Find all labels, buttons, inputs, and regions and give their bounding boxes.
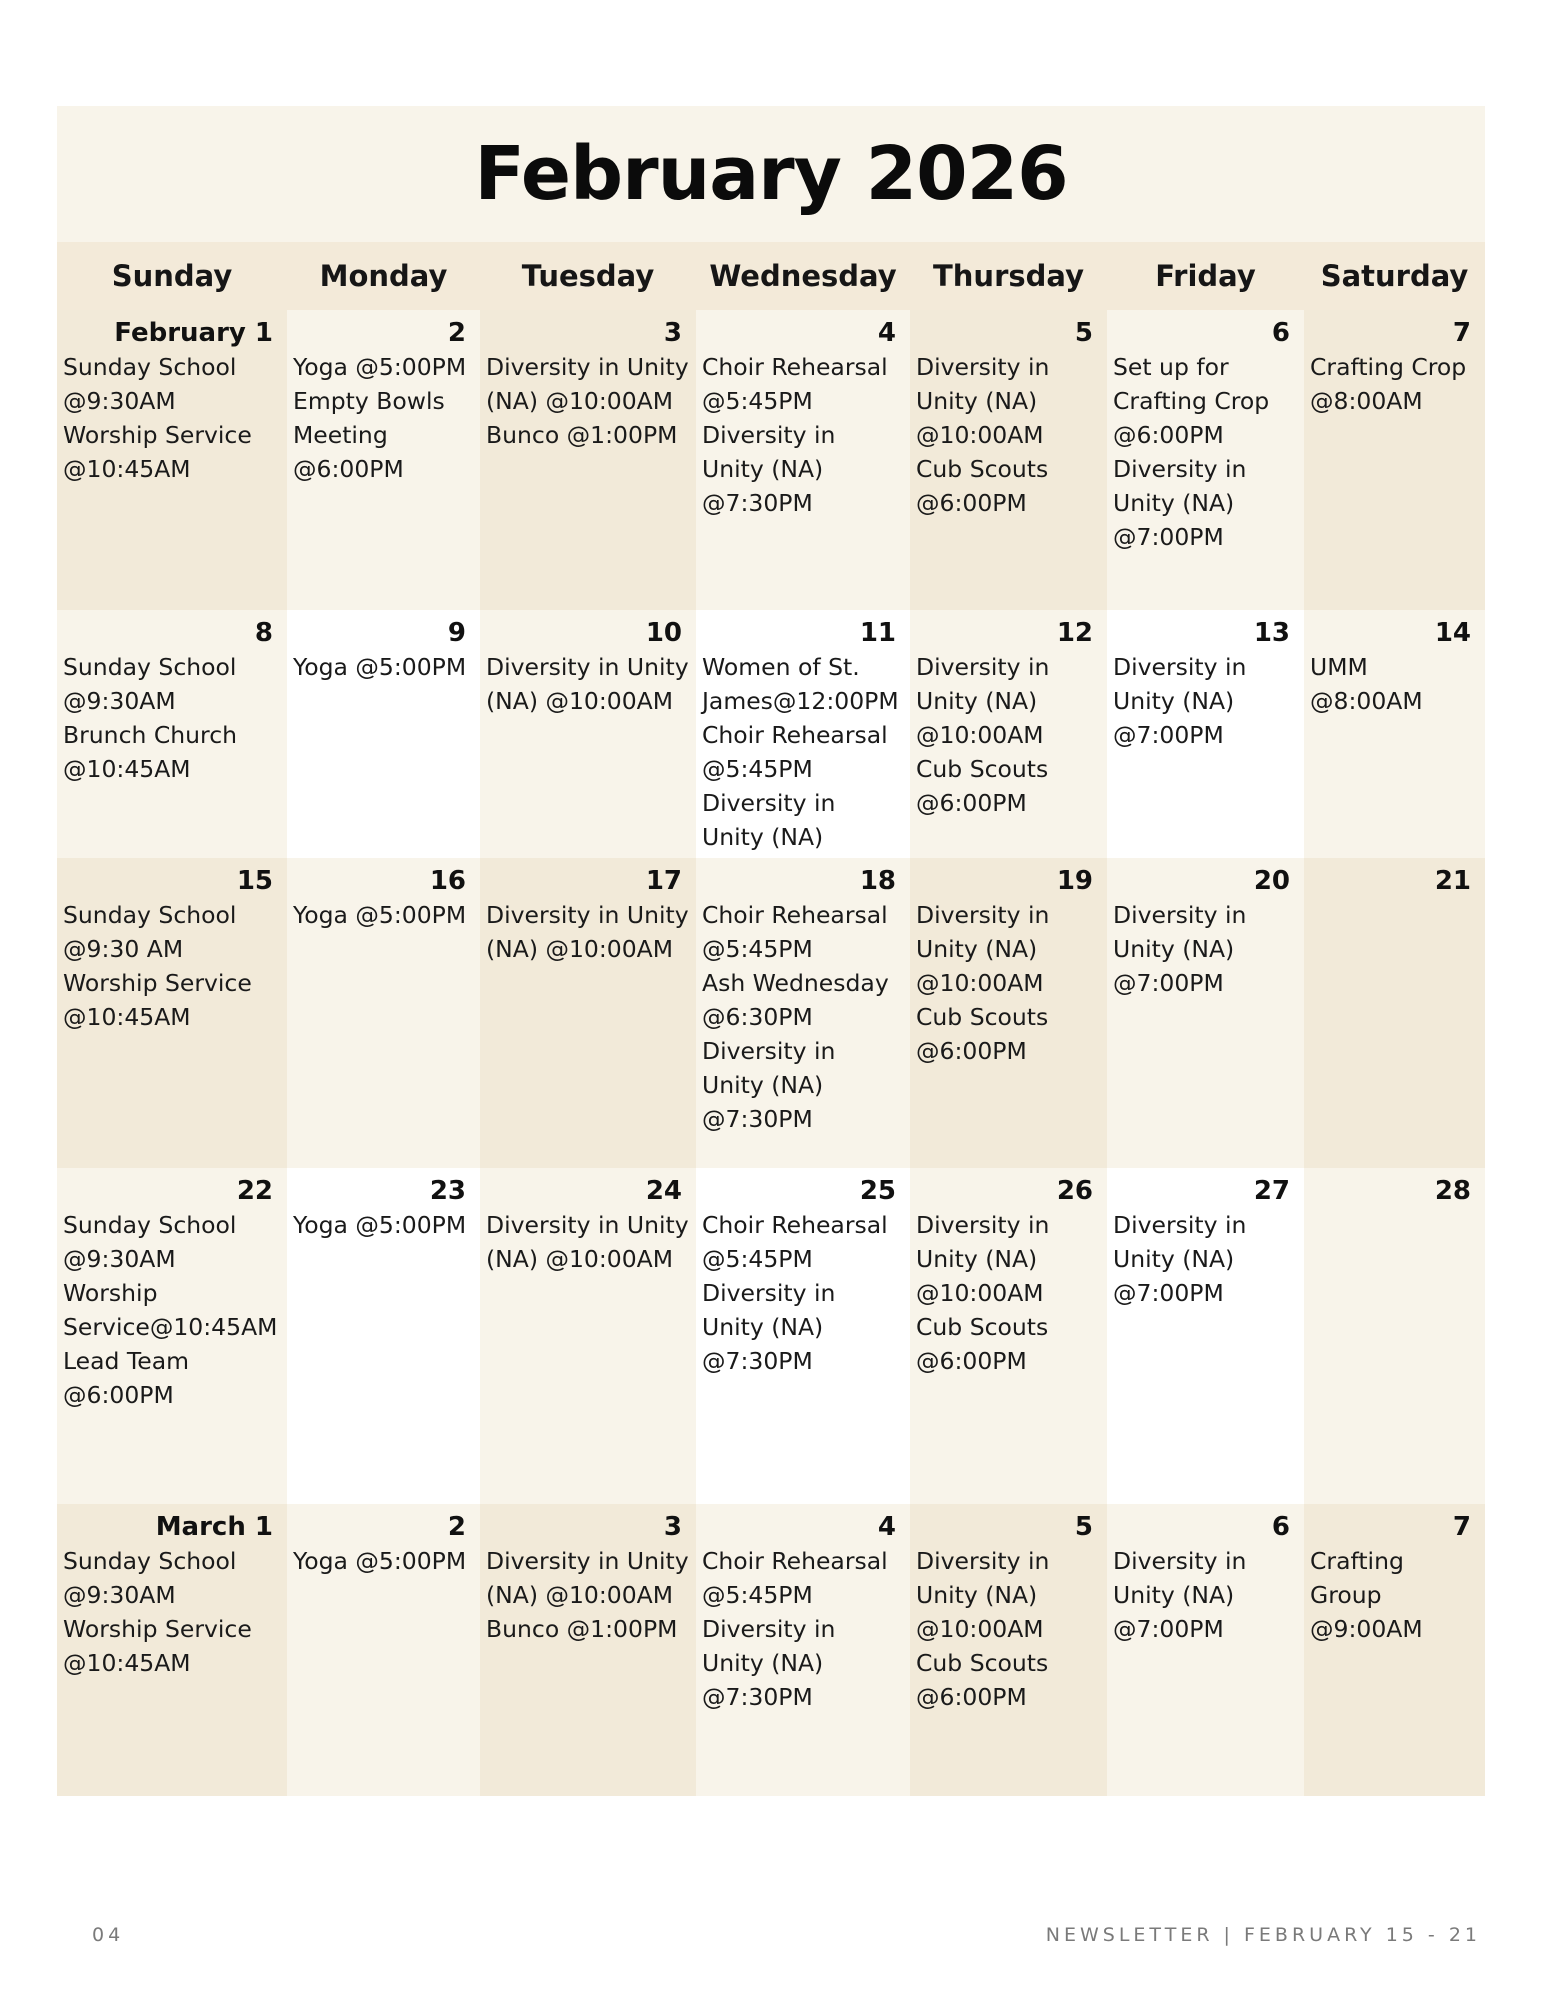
event-item: Diversity in Unity (NA) @7:30PM xyxy=(702,1615,836,1711)
day-number: 16 xyxy=(429,866,466,896)
event-item: Set up for Crafting Crop @6:00PM xyxy=(1113,353,1270,449)
event-list xyxy=(63,1544,281,1680)
event-item: Lead Team @6:00PM xyxy=(63,1347,190,1409)
day-cell xyxy=(287,310,480,610)
event-list xyxy=(293,1208,474,1242)
event-item: Yoga @5:00PM xyxy=(293,901,467,929)
event-list xyxy=(916,1208,1101,1378)
day-number: 25 xyxy=(859,1176,896,1206)
page-number: 04 xyxy=(92,1924,125,1946)
event-list xyxy=(1113,350,1298,554)
event-item: Diversity in Unity (NA) @10:00AM xyxy=(916,1547,1050,1643)
event-item: Cub Scouts @6:00PM xyxy=(916,455,1049,517)
event-item: Diversity in Unity (NA) @10:00AM xyxy=(486,901,689,963)
event-list xyxy=(1113,898,1298,1000)
event-item: Sunday School @9:30AM xyxy=(63,1211,237,1273)
day-number: 18 xyxy=(859,866,896,896)
calendar-title: February 2026 xyxy=(474,131,1068,217)
event-item: Yoga @5:00PM xyxy=(293,353,467,381)
event-item: Cub Scouts @6:00PM xyxy=(916,755,1049,817)
weekday-header-friday: Friday xyxy=(1107,242,1304,310)
day-number: 21 xyxy=(1434,866,1471,896)
day-cell xyxy=(696,610,910,858)
day-number: 2 xyxy=(447,318,466,348)
event-list xyxy=(1310,650,1479,718)
event-item: Yoga @5:00PM xyxy=(293,653,467,681)
event-item: Diversity in Unity (NA) @7:00PM xyxy=(1113,653,1247,749)
event-list xyxy=(293,1544,474,1578)
event-item: Diversity in Unity (NA) @10:00AM xyxy=(486,1211,689,1273)
day-number: 17 xyxy=(645,866,682,896)
event-list xyxy=(1113,1208,1298,1310)
event-list xyxy=(916,1544,1101,1714)
event-item: Diversity in Unity (NA) @10:00AM xyxy=(486,353,689,415)
event-list xyxy=(63,1208,281,1412)
day-cell xyxy=(1304,610,1485,858)
day-number: 20 xyxy=(1253,866,1290,896)
event-item: Empty Bowls Meeting @6:00PM xyxy=(293,387,445,483)
day-cell xyxy=(480,858,696,1168)
event-list xyxy=(486,898,690,966)
day-number: 7 xyxy=(1452,318,1471,348)
day-cell xyxy=(57,1504,287,1796)
day-cell xyxy=(910,1168,1107,1504)
event-item: Choir Rehearsal @5:45PM xyxy=(702,1211,888,1273)
day-number: 9 xyxy=(447,618,466,648)
event-list xyxy=(63,350,281,486)
day-cell xyxy=(480,1168,696,1504)
event-list xyxy=(486,650,690,718)
day-cell xyxy=(1304,1504,1485,1796)
event-item: Diversity in Unity (NA) @10:00AM xyxy=(916,1211,1050,1307)
event-item: Sunday School @9:30AM xyxy=(63,653,237,715)
event-item: Worship Service@10:45AM xyxy=(63,1279,278,1341)
day-number: 3 xyxy=(663,1512,682,1542)
event-item: Cub Scouts @6:00PM xyxy=(916,1313,1049,1375)
day-cell xyxy=(1107,1168,1304,1504)
event-item: Diversity in Unity (NA) xyxy=(702,789,836,851)
weekday-header-sunday: Sunday xyxy=(57,242,287,310)
day-number: 26 xyxy=(1056,1176,1093,1206)
event-item: Choir Rehearsal @5:45PM xyxy=(702,1547,888,1609)
day-number: 4 xyxy=(877,318,896,348)
event-item: Yoga @5:00PM xyxy=(293,1547,467,1575)
event-item: Crafting Group @9:00AM xyxy=(1310,1547,1423,1643)
event-list xyxy=(702,1208,904,1378)
day-cell xyxy=(287,610,480,858)
day-cell xyxy=(57,858,287,1168)
event-list xyxy=(702,350,904,520)
day-number: 12 xyxy=(1056,618,1093,648)
day-number: 4 xyxy=(877,1512,896,1542)
day-number: 19 xyxy=(1056,866,1093,896)
event-item: Choir Rehearsal @5:45PM xyxy=(702,721,888,783)
event-item: Diversity in Unity (NA) @7:30PM xyxy=(702,1279,836,1375)
event-item: Worship Service @10:45AM xyxy=(63,1615,252,1677)
event-list xyxy=(486,1544,690,1646)
event-item: Diversity in Unity (NA) @7:30PM xyxy=(702,421,836,517)
event-item: Crafting Crop @8:00AM xyxy=(1310,353,1467,415)
event-item: Bunco @1:00PM xyxy=(486,1615,678,1643)
day-number: 11 xyxy=(859,618,896,648)
day-number: 28 xyxy=(1434,1176,1471,1206)
event-item: Ash Wednesday @6:30PM xyxy=(702,969,889,1031)
day-number: 24 xyxy=(645,1176,682,1206)
event-list xyxy=(1310,350,1479,418)
day-cell xyxy=(1107,610,1304,858)
day-cell xyxy=(57,610,287,858)
event-list xyxy=(702,1544,904,1714)
day-number: 5 xyxy=(1074,318,1093,348)
event-list xyxy=(293,350,474,486)
event-list xyxy=(1113,1544,1298,1646)
day-cell xyxy=(287,858,480,1168)
day-number: March 1 xyxy=(155,1512,273,1542)
day-number: 8 xyxy=(254,618,273,648)
event-list xyxy=(63,650,281,786)
event-item: Women of St. James@12:00PM xyxy=(702,653,899,715)
weekday-header-saturday: Saturday xyxy=(1304,242,1485,310)
day-cell xyxy=(1304,1168,1485,1504)
day-cell xyxy=(480,310,696,610)
event-list xyxy=(916,650,1101,820)
event-item: Diversity in Unity (NA) @7:00PM xyxy=(1113,1547,1247,1643)
day-cell xyxy=(480,1504,696,1796)
day-cell xyxy=(910,1504,1107,1796)
day-number: February 1 xyxy=(114,318,273,348)
event-list xyxy=(916,898,1101,1068)
event-item: Diversity in Unity (NA) @7:30PM xyxy=(702,1037,836,1133)
calendar-grid xyxy=(57,242,1485,1796)
day-number: 6 xyxy=(1271,318,1290,348)
event-item: Sunday School @9:30AM xyxy=(63,353,237,415)
day-number: 7 xyxy=(1452,1512,1471,1542)
event-item: Diversity in Unity (NA) @7:00PM xyxy=(1113,455,1247,551)
day-cell xyxy=(696,310,910,610)
event-list xyxy=(486,1208,690,1276)
weekday-header-tuesday: Tuesday xyxy=(480,242,696,310)
day-number: 6 xyxy=(1271,1512,1290,1542)
calendar xyxy=(57,106,1485,1796)
event-item: Worship Service @10:45AM xyxy=(63,969,252,1031)
day-cell xyxy=(1304,310,1485,610)
event-list xyxy=(1113,650,1298,752)
event-item: Diversity in Unity (NA) @10:00AM xyxy=(916,901,1050,997)
event-item: Sunday School @9:30 AM xyxy=(63,901,237,963)
day-number: 27 xyxy=(1253,1176,1290,1206)
day-cell xyxy=(1304,858,1485,1168)
day-cell xyxy=(910,610,1107,858)
event-item: Cub Scouts @6:00PM xyxy=(916,1003,1049,1065)
event-list xyxy=(1310,1544,1479,1646)
event-item: Bunco @1:00PM xyxy=(486,421,678,449)
day-number: 23 xyxy=(429,1176,466,1206)
day-cell xyxy=(1107,1504,1304,1796)
event-item: Yoga @5:00PM xyxy=(293,1211,467,1239)
day-number: 3 xyxy=(663,318,682,348)
day-cell xyxy=(696,1504,910,1796)
day-number: 2 xyxy=(447,1512,466,1542)
event-item: Choir Rehearsal @5:45PM xyxy=(702,353,888,415)
day-cell xyxy=(57,310,287,610)
event-list xyxy=(702,650,904,888)
day-cell xyxy=(1107,858,1304,1168)
event-item: UMM @8:00AM xyxy=(1310,653,1423,715)
day-cell xyxy=(480,610,696,858)
day-number: 14 xyxy=(1434,618,1471,648)
day-cell xyxy=(910,310,1107,610)
event-list xyxy=(916,350,1101,520)
day-cell xyxy=(696,858,910,1168)
event-list xyxy=(293,650,474,684)
event-item: Choir Rehearsal @5:45PM xyxy=(702,901,888,963)
event-item: Diversity in Unity (NA) @7:00PM xyxy=(1113,1211,1247,1307)
event-item: Diversity in Unity (NA) @10:00AM xyxy=(916,653,1050,749)
event-item: Cub Scouts @6:00PM xyxy=(916,1649,1049,1711)
event-list xyxy=(63,898,281,1034)
event-list xyxy=(702,898,904,1136)
weekday-header-monday: Monday xyxy=(287,242,480,310)
title-band xyxy=(57,106,1485,242)
day-cell xyxy=(910,858,1107,1168)
day-cell xyxy=(57,1168,287,1504)
day-cell xyxy=(287,1168,480,1504)
weekday-header-thursday: Thursday xyxy=(910,242,1107,310)
day-cell xyxy=(696,1168,910,1504)
event-list xyxy=(293,898,474,932)
event-item: Diversity in Unity (NA) @10:00AM xyxy=(486,1547,689,1609)
event-item: Diversity in Unity (NA) @7:00PM xyxy=(1113,901,1247,997)
day-number: 10 xyxy=(645,618,682,648)
day-number: 22 xyxy=(236,1176,273,1206)
day-number: 15 xyxy=(236,866,273,896)
event-item: Sunday School @9:30AM xyxy=(63,1547,237,1609)
day-number: 5 xyxy=(1074,1512,1093,1542)
day-cell xyxy=(1107,310,1304,610)
event-item: Diversity in Unity (NA) @10:00AM xyxy=(486,653,689,715)
weekday-header-wednesday: Wednesday xyxy=(696,242,910,310)
footer-label: NEWSLETTER | FEBRUARY 15 - 21 xyxy=(1045,1924,1481,1946)
event-item: Brunch Church @10:45AM xyxy=(63,721,238,783)
event-item: Diversity in Unity (NA) @10:00AM xyxy=(916,353,1050,449)
day-number: 13 xyxy=(1253,618,1290,648)
event-list xyxy=(486,350,690,452)
day-cell xyxy=(287,1504,480,1796)
event-item: Worship Service @10:45AM xyxy=(63,421,252,483)
